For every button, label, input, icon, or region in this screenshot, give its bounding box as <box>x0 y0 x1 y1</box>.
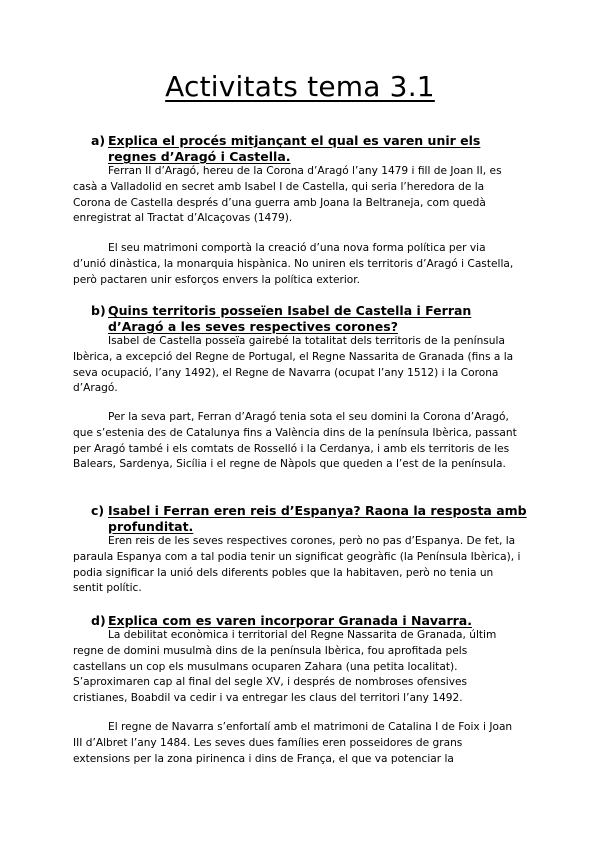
question-a <box>91 133 531 165</box>
answer-a-paragraph-2: El seu matrimoni comportà la creació d’una nova forma política per via d’unió dinàstica, la monarquia hispànica. No uniren els territoris d’Aragó i Castella, però pactaren unir esforços envers la política exterior. <box>73 242 514 286</box>
question-d-text: Explica com es varen incorporar Granada i Navarra. <box>108 613 472 628</box>
question-b <box>91 303 531 335</box>
question-c <box>91 503 531 535</box>
question-b-text: Quins territoris posseïen Isabel de Castella i Ferran d’Aragó a les seves respectives corones? <box>108 303 472 334</box>
question-a-text: Explica el procés mitjançant el qual es varen unir els regnes d’Aragó i Castella. <box>108 133 481 164</box>
answer-a-paragraph-1: Ferran II d’Aragó, hereu de la Corona d’Aragó l’any 1479 i fill de Joan II, es casà a Valladolid en secret amb Isabel I de Castella, qui seria l’heredora de la Corona de Castella després d’una guerra amb Joana la Beltraneja, com quedà enregistrat al Tractat d’Alcaçovas (1479). <box>73 165 502 225</box>
question-a-letter: a) <box>91 133 106 148</box>
answer-b-paragraph-2: Per la seva part, Ferran d’Aragó tenia sota el seu domini la Corona d’Aragó, que s’estenia des de Catalunya fins a València dins de la península Ibèrica, passant per Aragó també i els comtats de Rosselló i la Cerdanya, i amb els territoris de les Balears, Sardenya, Sicília i el regne de Nàpols que queden a l’est de la península. <box>73 411 517 471</box>
question-b-letter: b) <box>91 303 106 318</box>
page-title: Activitats tema 3.1 <box>165 70 435 103</box>
answer-c-paragraph-1: Eren reis de les seves respectives corones, però no pas d’Espanya. De fet, la paraula Espanya com a tal podia tenir un significat geogràfic (la Península Ibèrica), i podia significar la unió dels diferents pobles que la habitaven, però no tenia un sentit polític. <box>73 535 521 595</box>
question-d <box>91 613 531 629</box>
question-c-letter: c) <box>91 503 105 518</box>
answer-d-paragraph-1: La debilitat econòmica i territorial del Regne Nassarita de Granada, últim regne de domini musulmà dins de la península Ibèrica, fou aprofitada pels castellans un cop els musulmans ocuparen Zahara (una petita localitat). S’aproximaren cap al final del segle XV, i després de nombroses ofensives cristianes, Boabdil va cedir i va entregar les claus del territori l’any 1492. <box>73 629 497 705</box>
question-d-letter: d) <box>91 613 106 628</box>
question-c-text: Isabel i Ferran eren reis d’Espanya? Raona la resposta amb profunditat. <box>108 503 527 534</box>
answer-b-paragraph-1: Isabel de Castella posseïa gairebé la totalitat dels territoris de la península Ibèrica, a excepció del Regne de Portugal, el Regne Nassarita de Granada (fins a la seva ocupació, l’any 1492), el Regne de Navarra (ocupat l’any 1512) i la Corona d’Aragó. <box>73 335 514 395</box>
answer-d-paragraph-2: El regne de Navarra s’enfortalí amb el matrimoni de Catalina I de Foix i Joan III d’Albret l’any 1484. Les seves dues famílies eren posseidores de grans extensions per la zona pirinenca i dins de França, el que va potenciar la <box>73 721 513 765</box>
